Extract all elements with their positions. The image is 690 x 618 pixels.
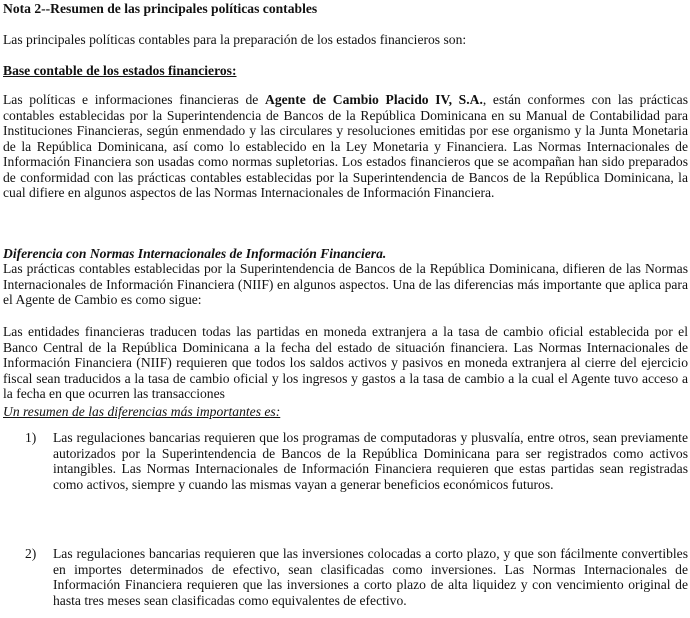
list-number: 1) [25,430,37,445]
basis-paragraph-rest: , están conformes con las prácticas contables establecidas por la Superintendencia de Bancos de la República Dominicana en su Manual de Contabilidad para Instituciones Financieras, según enmendado y las circulares y resoluciones emitidas por ese organismo y la Junta Monetaria de la República Dominicana, así como lo establecido en la Ley Monetaria y Financiera. Las Normas Internacionales de Información Financiera son usadas como normas supletorias. Los estados financieros que se acompañan han sido preparados de conformidad con las prácticas contables establecidas por la Superintendencia de Bancos de la República Dominicana, la cual difiere en algunos aspectos de las Normas Internacionales de Información Financiera. [3,92,688,200]
list-item [3,546,688,608]
list-item-text: Las regulaciones bancarias requieren que las inversiones colocadas a corto plazo, y que son fácilmente convertibles en importes determinados de efectivo, sean clasificadas como inversiones. Las Normas Internacionales de Información Financiera requieren que las inversiones a corto plazo de alta liquidez y con vencimiento original de hasta tres meses sean clasificadas como equivalentes de efectivo. [53,546,688,608]
entity-name: Agente de Cambio Placido IV, S.A. [265,92,483,107]
list-item-text: Las regulaciones bancarias requieren que los programas de computadoras y plusvalía, entre otros, sean previamente autorizados por la Superintendencia de Bancos de la República Dominicana para ser registrados como activos intangibles. Las Normas Internacionales de Información Financiera requieren que estas partidas sean registradas como activos, siempre y cuando las mismas vayan a generar beneficios económicos futuros. [53,430,688,492]
basis-paragraph [3,92,688,201]
summary-list-item-1 [3,430,688,492]
currency-paragraph: Las entidades financieras traducen todas las partidas en moneda extranjera a la tasa de cambio oficial establecida por el Banco Central de la República Dominicana a la fecha del estado de situación financiera. Las Normas Internacionales de Información Financiera (NIIF) requieren que todos los saldos activos y pasivos en moneda extranjera al cierre del ejercicio fiscal sean traducidos a la tasa de cambio oficial y los ingresos y gastos a la tasa de cambio a la cual el Agente tuvo acceso a la fecha en que ocurren las transacciones [3,324,688,401]
section-heading: Base contable de los estados financieros: [3,63,237,78]
summary-heading: Un resumen de las diferencias más importantes es: [3,404,281,419]
differences-paragraph: Las prácticas contables establecidas por la Superintendencia de Bancos de la República Dominicana, difieren de las Normas Internacionales de Información Financiera (NIIF) en algunos aspectos. Una de las diferencias más importante que aplica para el Agente de Cambio es como sigue: [3,261,688,307]
list-item [3,430,688,492]
basis-paragraph-start: Las políticas e informaciones financieras de [3,92,266,107]
note-title: Nota 2--Resumen de las principales políticas contables [3,1,318,16]
intro-text: Las principales políticas contables para la preparación de los estados financieros son: [3,32,467,47]
differences-heading: Diferencia con Normas Internacionales de Información Financiera. [3,246,387,261]
list-number: 2) [25,546,37,561]
summary-list-item-2 [3,546,688,608]
